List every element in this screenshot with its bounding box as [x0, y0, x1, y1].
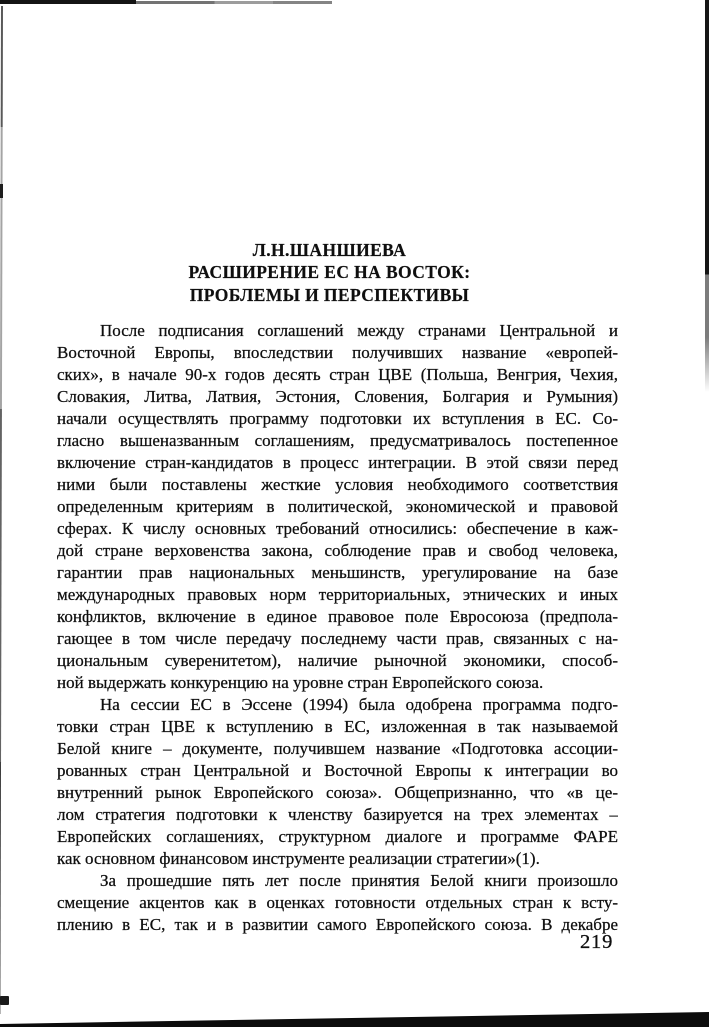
text-line: сферах. К числу основных требований относились: обеспечение в каж- [57, 519, 618, 538]
title-line-1: РАСШИРЕНИЕ ЕС НА ВОСТОК: [188, 262, 471, 283]
text-line: товки стран ЦВЕ к вступлению в ЕС, изложенная в так называемой [57, 717, 618, 736]
text-line: как основном финансовом инструменте реализации стратегии»(1). [57, 849, 540, 868]
scan-artifact-bottom-left-mark [0, 996, 9, 1005]
scan-artifact-top-edge [0, 0, 136, 4]
text-line: лом стратегия подготовки к членству базируется на трех элементах – [57, 805, 618, 824]
text-line: За прошедшие пять лет после принятия Белой книги произошло [100, 871, 618, 890]
text-line: гающее в том числе передачу последнему части прав, связанных с на- [57, 629, 618, 648]
text-line: ских», в начале 90-х годов десять стран ЦВЕ (Польша, Венгрия, Чехия, [57, 365, 618, 384]
text-line: Европейских соглашениях, структурном диалоге и программе ФАРЕ [57, 827, 618, 846]
text-line: включение стран-кандидатов в процесс интеграции. В этой связи перед [57, 453, 618, 472]
text-line: Восточной Европы, впоследствии получивших название «европей- [57, 343, 618, 362]
text-line: После подписания соглашений между странами Центральной и [100, 321, 618, 340]
scan-artifact-top-edge-gray [136, 1, 332, 4]
text-line: Белой книге – документе, получившем название «Подготовка ассоции- [57, 739, 618, 758]
text-line: плению в ЕС, так и в развитии самого Европейского союза. В декабре [57, 915, 618, 934]
text-line: рованных стран Центральной и Восточной Европы к интеграции во [57, 761, 618, 780]
text-line: внутренний рынок Европейского союза». Общепризнанно, что «в це- [57, 783, 618, 802]
page-number: 219 [580, 931, 614, 953]
text-line: смещение акцентов как в оценках готовности отдельных стран к всту- [57, 893, 618, 912]
text-line: определенным критериям в политической, экономической и правовой [57, 497, 618, 516]
text-line: гарантии прав национальных меньшинств, урегулирование на базе [57, 563, 618, 582]
text-line: циональным суверенитетом), наличие рыночной экономики, способ- [57, 651, 618, 670]
text-line: ними были поставлены жесткие условия необходимого соответствия [57, 475, 618, 494]
article-title [49, 239, 610, 306]
title-line-2: ПРОБЛЕМЫ И ПЕРСПЕКТИВЫ [189, 284, 470, 305]
scan-artifact-bottom-band [0, 1010, 709, 1027]
text-line: конфликтов, включение в единое правовое поле Евросоюза (предпола- [57, 607, 618, 626]
body-text [57, 320, 618, 936]
text-line: начали осуществлять программу подготовки их вступления в ЕС. Со- [57, 409, 618, 428]
text-line: Словакия, Литва, Латвия, Эстония, Словения, Болгария и Румыния) [57, 387, 618, 406]
text-line: дой стране верховенства закона, соблюдение прав и свобод человека, [57, 541, 618, 560]
scan-artifact-left-notch [0, 184, 3, 198]
scan-artifact-left-edge [0, 6, 3, 1014]
text-line: ной выдержать конкуренцию на уровне стран Европейского союза. [57, 673, 544, 692]
text-line: На сессии ЕС в Эссене (1994) была одобрена программа подго- [100, 695, 618, 714]
text-line: гласно вышеназванным соглашениям, предусматривалось постепенное [57, 431, 618, 450]
text-line: международных правовых норм территориальных, этнических и иных [57, 585, 618, 604]
scan-artifact-right-edge [705, 0, 709, 392]
title-author: Л.Н.ШАНШИЕВА [252, 240, 407, 260]
